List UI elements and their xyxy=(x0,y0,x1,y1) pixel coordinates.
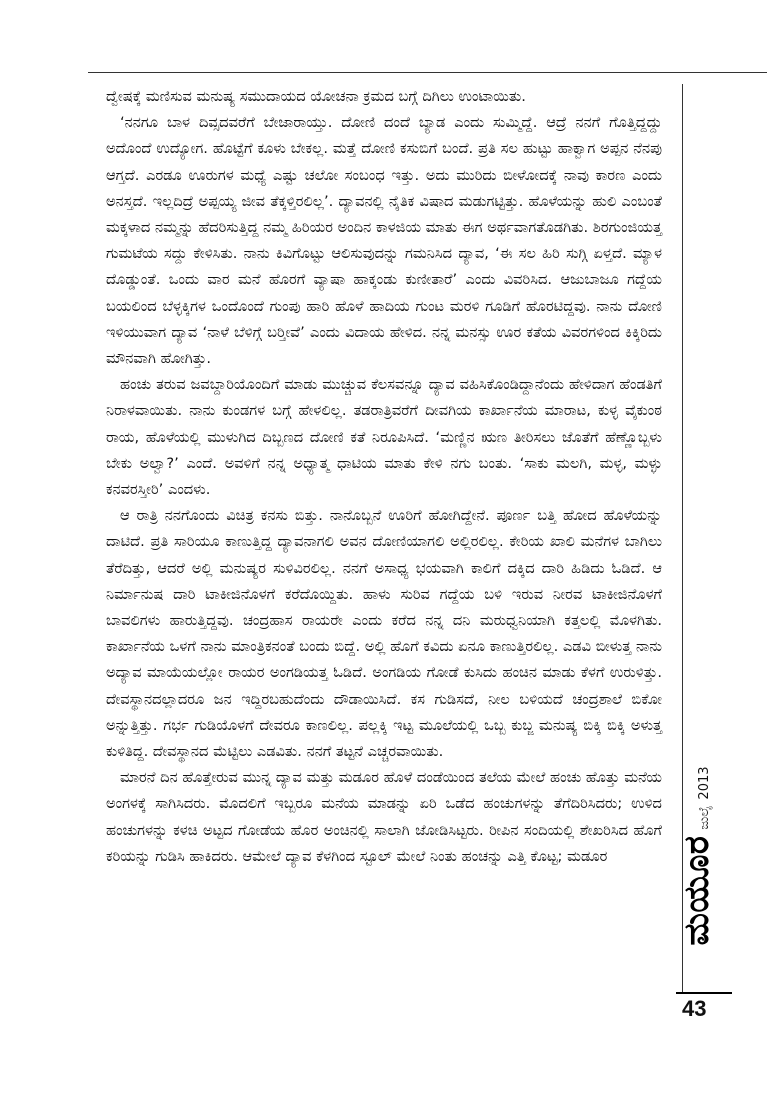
masthead xyxy=(677,766,729,946)
paragraph-1: ದ್ವೇಷಕ್ಕೆ ಮಣಿಸುವ ಮನುಷ್ಯ ಸಮುದಾಯದ ಯೋಚನಾ ಕ್ರಮದ ಬಗ್ಗೆ ದಿಗಿಲು ಉಂಟಾಯಿತು. xyxy=(106,88,526,105)
issue-year: 2013 xyxy=(697,766,712,800)
page-number: 43 xyxy=(682,996,707,1021)
top-rule xyxy=(88,72,767,73)
magazine-name: ಮಯೂರ xyxy=(677,835,717,946)
issue-month: ಜುಲೈ xyxy=(697,805,712,830)
article-body xyxy=(106,84,662,870)
paragraph-2: ‘ನನಗೂ ಬಾಳ ದಿವ್ಸದವರೆಗೆ ಬೇಜಾರಾಯ್ತು. ದೋಣಿ ದಂದೆ ಬ್ಯಾಡ ಎಂದು ಸುಮ್ಮಿದ್ದೆ. ಆದ್ರೆ ನನಗೆ ಗೊತ್ತಿದ್ದದ್ದು ಅದೊಂದೆ ಉದ್ಯೋಗ. ಹೊಟ್ಟೆಗೆ ಕೂಳು ಬೇಕಲ್ಲ. ಮತ್ತೆ ದೋಣಿ ಕಸುಬಿಗೆ ಬಂದೆ. ಪ್ರತಿ ಸಲ ಹುಟ್ಟು ಹಾಕ್ವಾಗ ಅಪ್ಪನ ನೆನಪು ಆಗ್ತದೆ. ಎರಡೂ ಊರುಗಳ ಮಧ್ಯೆ ಎಷ್ಟು ಚಲೋ ಸಂಬಂಧ ಇತ್ತು. ಅದು ಮುರಿದು ಬೀಳೋದಕ್ಕೆ ನಾವು ಕಾರಣ ಎಂದು ಅನಸ್ತದೆ. ಇಲ್ಲದಿದ್ರೆ ಅಪ್ಪಯ್ಯ ಜೀವ ತೆಕ್ಕಳ್ತಿರಲಿಲ್ಲ’. ದ್ಯಾವನಲ್ಲಿ ನೈತಿಕ ವಿಷಾದ ಮಡುಗಟ್ಟಿತ್ತು. ಹೊಳೆಯನ್ನು ಹುಲಿ ಎಂಬಂತೆ ಮಕ್ಕಳಾದ ನಮ್ಮನ್ನು ಹೆದರಿಸುತ್ತಿದ್ದ ನಮ್ಮ ಹಿರಿಯರ ಅಂದಿನ ಕಾಳಜಿಯ ಮಾತು ಈಗ ಅರ್ಥವಾಗತೊಡಗಿತು. ಶಿರಗುಂಜಿಯತ್ತ ಗುಮಟೆಯ ಸದ್ದು ಕೇಳಿಸಿತು. ನಾನು ಕಿವಿಗೊಟ್ಟು ಆಲಿಸುವುದನ್ನು ಗಮನಿಸಿದ ದ್ಯಾವ, ‘ಈ ಸಲ ಹಿರಿ ಸುಗ್ಗಿ ಏಳ್ತದೆ. ಮ್ಯಾಳ ದೊಡ್ಡುಂತೆ. ಒಂದು ವಾರ ಮನೆ ಹೊರಗೆ ವ್ಯಾಷಾ ಹಾಕ್ಕಂಡು ಕುಣೀತಾರೆ’ ಎಂದು ವಿವರಿಸಿದ. ಆಜುಬಾಜೂ ಗದ್ದೆಯ ಬಯಲಿಂದ ಬೆಳ್ಳಕ್ಕಿಗಳ ಒಂದೊಂದೆ ಗುಂಪು ಹಾರಿ ಹೊಳೆ ಹಾದಿಯ ಗುಂಟ ಮರಳಿ ಗೂಡಿಗೆ ಹೊರಟಿದ್ದವು. ನಾನು ದೋಣಿ ಇಳಿಯುವಾಗ ದ್ಯಾವ ‘ನಾಳೆ ಬೆಳಿಗ್ಗೆ ಬರ್‍ತೀವೆ’ ಎಂದು ವಿದಾಯ ಹೇಳಿದ. ನನ್ನ ಮನಸ್ಸು ಊರ ಕತೆಯ ವಿವರಗಳಿಂದ ಕಿಕ್ಕಿರಿದು ಮೌನವಾಗಿ ಹೋಗಿತ್ತು. xyxy=(106,114,662,368)
page-number-rule xyxy=(676,992,732,994)
paragraph-3: ಹಂಚು ತರುವ ಜವಬ್ದಾರಿಯೊಂದಿಗೆ ಮಾಡು ಮುಚ್ಚುವ ಕೆಲಸವನ್ನೂ ದ್ಯಾವ ವಹಿಸಿಕೊಂಡಿದ್ದಾನೆಂದು ಹೇಳಿದಾಗ ಹೆಂಡತಿಗೆ ನಿರಾಳವಾಯಿತು. ನಾನು ಕುಂಡಗಳ ಬಗ್ಗೆ ಹೇಳಲಿಲ್ಲ. ತಡರಾತ್ರಿವರೆಗೆ ದೀವಗಿಯ ಕಾರ್ಖಾನೆಯ ಮಾರಾಟ, ಕುಳ್ಳ ವೈಕುಂಠ ರಾಯ, ಹೊಳೆಯಲ್ಲಿ ಮುಳುಗಿದ ದಿಬ್ಬಣದ ದೋಣಿ ಕತೆ ನಿರೂಪಿಸಿದೆ. ‘ಮಣ್ಣಿನ ಋಣ ತೀರಿಸಲು ಜೊತೆಗೆ ಹೆಣ್ಣೊಬ್ಬಳು ಬೇಕು ಅಲ್ವಾ?’ ಎಂದೆ. ಅವಳಿಗೆ ನನ್ನ ಅಧ್ಯಾತ್ಮ ಧಾಟಿಯ ಮಾತು ಕೇಳಿ ನಗು ಬಂತು. ‘ಸಾಕು ಮಲಗಿ, ಮಳ್ಳ, ಮಳ್ಳು ಕನವರಸ್ತೀರಿ’ ಎಂದಳು. xyxy=(106,376,662,499)
paragraph-4: ಆ ರಾತ್ರಿ ನನಗೊಂದು ವಿಚಿತ್ರ ಕನಸು ಬಿತ್ತು. ನಾನೊಬ್ಬನೆ ಊರಿಗೆ ಹೋಗಿದ್ದೇನೆ. ಪೂರ್ಣ ಬತ್ತಿ ಹೋದ ಹೊಳೆಯನ್ನು ದಾಟಿದೆ. ಪ್ರತಿ ಸಾರಿಯೂ ಕಾಣುತ್ತಿದ್ದ ದ್ಯಾವನಾಗಲಿ ಅವನ ದೋಣಿಯಾಗಲಿ ಅಲ್ಲಿರಲಿಲ್ಲ. ಕೇರಿಯ ಖಾಲಿ ಮನೆಗಳ ಬಾಗಿಲು ತೆರೆದಿತ್ತು, ಆದರೆ ಅಲ್ಲಿ ಮನುಷ್ಯರ ಸುಳಿವಿರಲಿಲ್ಲ. ನನಗೆ ಅಸಾಧ್ಯ ಭಯವಾಗಿ ಕಾಲಿಗೆ ದಕ್ಕಿದ ದಾರಿ ಹಿಡಿದು ಓಡಿದೆ. ಆ ನಿರ್ಮಾನುಷ ದಾರಿ ಟಾಕೀಜಿನೊಳಗೆ ಕರೆದೊಯ್ದಿತು. ಹಾಳು ಸುರಿವ ಗದ್ದೆಯ ಬಳಿ ಇರುವ ನೀರವ ಟಾಕೀಜಿನೊಳಗೆ ಬಾವಲಿಗಳು ಹಾರುತ್ತಿದ್ದವು. ಚಂದ್ರಹಾಸ ರಾಯರೇ ಎಂದು ಕರೆದ ನನ್ನ ದನಿ ಮರುಧ್ವನಿಯಾಗಿ ಕತ್ತಲಲ್ಲಿ ಮೊಳಗಿತು. ಕಾರ್ಖಾನೆಯ ಒಳಗೆ ನಾನು ಮಾಂತ್ರಿಕನಂತೆ ಬಂದು ಬಿದ್ದೆ. ಅಲ್ಲಿ ಹೊಗೆ ಕವಿದು ಏನೂ ಕಾಣುತ್ತಿರಲಿಲ್ಲ. ಎಡವಿ ಬೀಳುತ್ತ ನಾನು ಅದ್ಯಾವ ಮಾಯೆಯಲ್ಲೋ ರಾಯರ ಅಂಗಡಿಯತ್ತ ಓಡಿದೆ. ಅಂಗಡಿಯ ಗೋಡೆ ಕುಸಿದು ಹಂಚಿನ ಮಾಡು ಕೆಳಗೆ ಉರುಳಿತ್ತು. ದೇವಸ್ಥಾನದಲ್ಲಾದರೂ ಜನ ಇದ್ದಿರಬಹುದೆಂದು ದೌಡಾಯಿಸಿದೆ. ಕಸ ಗುಡಿಸದೆ, ನೀಲ ಬಳಿಯದೆ ಚಂದ್ರಶಾಲೆ ಬಿಕೋ ಅನ್ನುತ್ತಿತ್ತು. ಗರ್ಭ ಗುಡಿಯೊಳಗೆ ದೇವರೂ ಕಾಣಲಿಲ್ಲ. ಪಲ್ಲಕ್ಕಿ ಇಟ್ಟ ಮೂಲೆಯಲ್ಲಿ ಒಬ್ಬ ಕುಬ್ಜ ಮನುಷ್ಯ ಬಿಕ್ಕಿ ಬಿಕ್ಕಿ ಅಳುತ್ತ ಕುಳಿತಿದ್ದ. ದೇವಸ್ಥಾನದ ಮೆಟ್ಟಿಲು ಎಡವಿತು. ನನಗೆ ತಟ್ಟನೆ ಎಚ್ಚರವಾಯಿತು. xyxy=(106,507,662,761)
paragraph-5: ಮಾರನೆ ದಿನ ಹೊತ್ತೇರುವ ಮುನ್ನ ದ್ಯಾವ ಮತ್ತು ಮಡೂರ ಹೊಳೆ ದಂಡೆಯಿಂದ ತಲೆಯ ಮೇಲೆ ಹಂಚು ಹೊತ್ತು ಮನೆಯ ಅಂಗಳಕ್ಕೆ ಸಾಗಿಸಿದರು. ಮೊದಲಿಗೆ ಇಬ್ಬರೂ ಮನೆಯ ಮಾಡನ್ನು ಏರಿ ಒಡೆದ ಹಂಚುಗಳನ್ನು ತೆಗೆದಿರಿಸಿದರು; ಉಳಿದ ಹಂಚುಗಳನ್ನು ಕಳಚಿ ಅಟ್ಟದ ಗೋಡೆಯ ಹೊರ ಅಂಚಿನಲ್ಲಿ ಸಾಲಾಗಿ ಜೋಡಿಸಿಟ್ಟರು. ರೀಪಿನ ಸಂದಿಯಲ್ಲಿ ಶೇಖರಿಸಿದ ಹೊಗೆ ಕರಿಯನ್ನು ಗುಡಿಸಿ ಹಾಕಿದರು. ಆಮೇಲೆ ದ್ಯಾವ ಕೆಳಗಿಂದ ಸ್ಟೂಲ್ ಮೇಲೆ ನಿಂತು ಹಂಚನ್ನು ಎತ್ತಿ ಕೊಟ್ಟ; ಮಡೂರ xyxy=(106,769,662,865)
